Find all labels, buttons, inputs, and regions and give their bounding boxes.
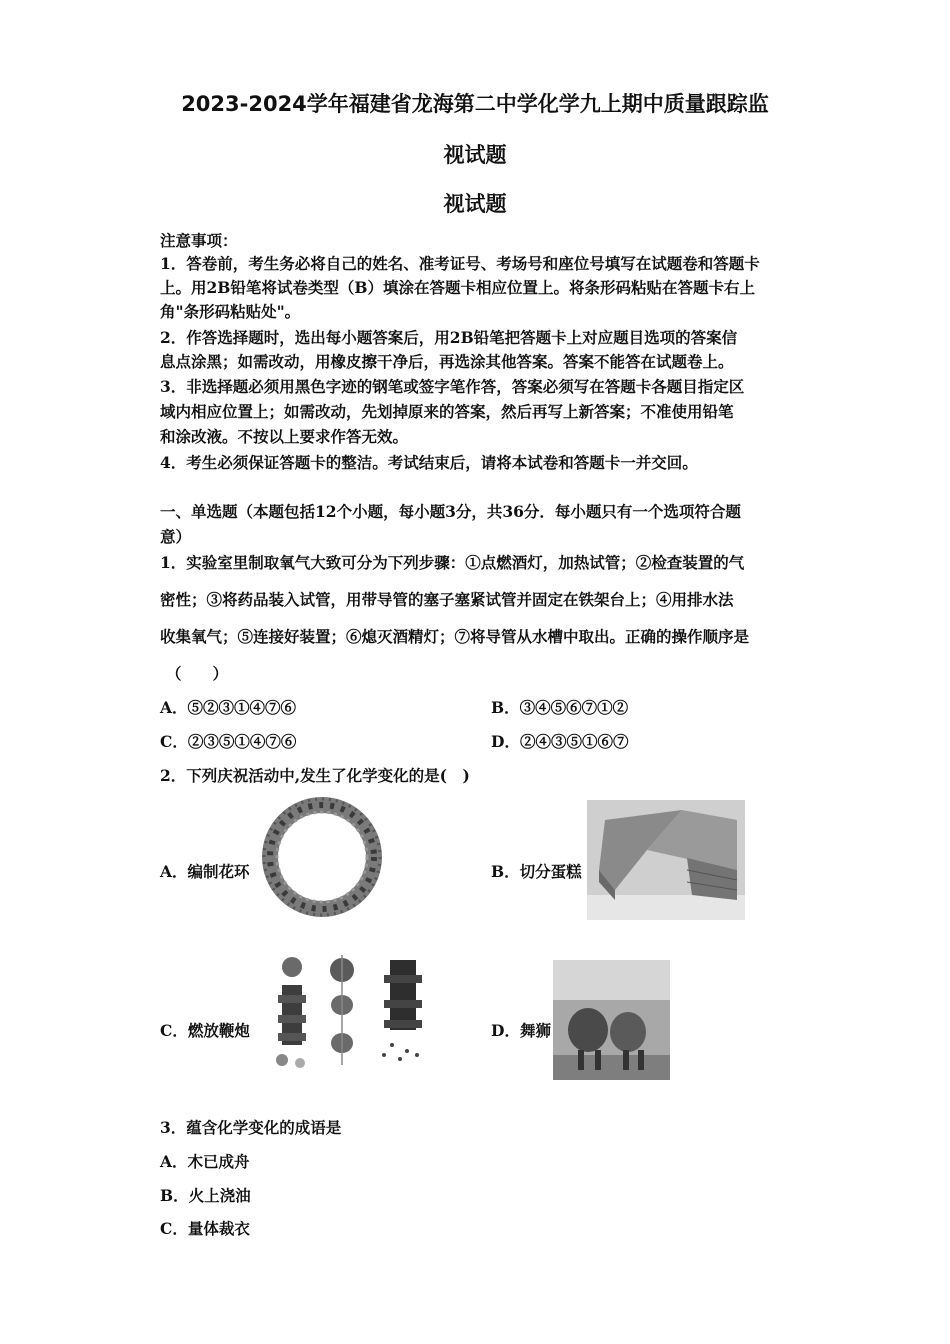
notice-line: 上。用2B铅笔将试卷类型（B）填涂在答题卡相应位置上。将条形码粘贴在答题卡右上 bbox=[160, 278, 755, 297]
q1-stem-line: 密性；③将药品装入试管，用带导管的塞子塞紧试管并固定在铁架台上；④用排水法 bbox=[160, 590, 734, 609]
exam-title-line2: 视试题 bbox=[443, 143, 507, 167]
notice-line: 3．非选择题必须用黑色字迹的钢笔或签字笔作答，答案必须写在答题卡各题目指定区 bbox=[160, 377, 745, 396]
cake-image bbox=[587, 800, 745, 920]
q1-stem-line: 收集氧气；⑤连接好装置；⑥熄灭酒精灯；⑦将导管从水槽中取出。正确的操作顺序是 bbox=[160, 627, 750, 646]
exam-title-line1: 2023-2024学年福建省龙海第二中学化学九上期中质量跟踪监 bbox=[181, 92, 769, 116]
notice-line: 1．答卷前，考生务必将自己的姓名、准考证号、考场号和座位号填写在试题卷和答题卡 bbox=[160, 254, 760, 273]
q2-option-d: D．舞狮 bbox=[491, 1021, 551, 1040]
wreath-image bbox=[258, 795, 386, 919]
notice-line: 4．考生必须保证答题卡的整洁。考试结束后，请将本试卷和答题卡一并交回。 bbox=[160, 453, 698, 472]
section-heading-cont: 意） bbox=[160, 527, 192, 546]
q3-option-b: B．火上浇油 bbox=[160, 1186, 251, 1205]
notice-line: 2．作答选择题时，选出每小题答案后，用2B铅笔把答题卡上对应题目选项的答案信 bbox=[160, 328, 738, 347]
q2-option-c: C．燃放鞭炮 bbox=[160, 1021, 250, 1040]
q3-option-a: A．木已成舟 bbox=[160, 1152, 250, 1171]
q2-option-b: B．切分蛋糕 bbox=[491, 862, 582, 881]
q1-option-d: D．②④③⑤①⑥⑦ bbox=[491, 732, 629, 751]
exam-title-line3: 视试题 bbox=[443, 192, 507, 216]
q1-option-c: C．②③⑤①④⑦⑥ bbox=[160, 732, 297, 751]
q1-option-b: B．③④⑤⑥⑦①② bbox=[491, 698, 629, 717]
notice-line: 角"条形码粘贴处"。 bbox=[160, 302, 301, 321]
firecrackers-image bbox=[262, 955, 438, 1077]
q3-option-c: C．量体裁衣 bbox=[160, 1219, 250, 1238]
section-heading: 一、单选题（本题包括12个小题，每小题3分，共36分．每小题只有一个选项符合题 bbox=[160, 502, 741, 521]
notice-heading: 注意事项： bbox=[160, 231, 238, 250]
q3-stem: 3．蕴含化学变化的成语是 bbox=[160, 1118, 342, 1137]
lion-dance-image bbox=[553, 960, 670, 1080]
q1-answer-blank: （ ） bbox=[166, 664, 229, 683]
notice-line: 息点涂黑；如需改动，用橡皮擦干净后，再选涂其他答案。答案不能答在试题卷上。 bbox=[160, 352, 734, 371]
q1-stem-line: 1．实验室里制取氧气大致可分为下列步骤：①点燃酒灯，加热试管；②检查装置的气 bbox=[160, 553, 745, 572]
notice-line: 域内相应位置上；如需改动，先划掉原来的答案，然后再写上新答案；不准使用铅笔 bbox=[160, 402, 734, 421]
notice-line: 和涂改液。不按以上要求作答无效。 bbox=[160, 427, 409, 446]
q2-stem: 2．下列庆祝活动中,发生了化学变化的是( ) bbox=[160, 766, 470, 785]
q1-option-a: A．⑤②③①④⑦⑥ bbox=[160, 698, 297, 717]
q2-option-a: A．编制花环 bbox=[160, 862, 250, 881]
